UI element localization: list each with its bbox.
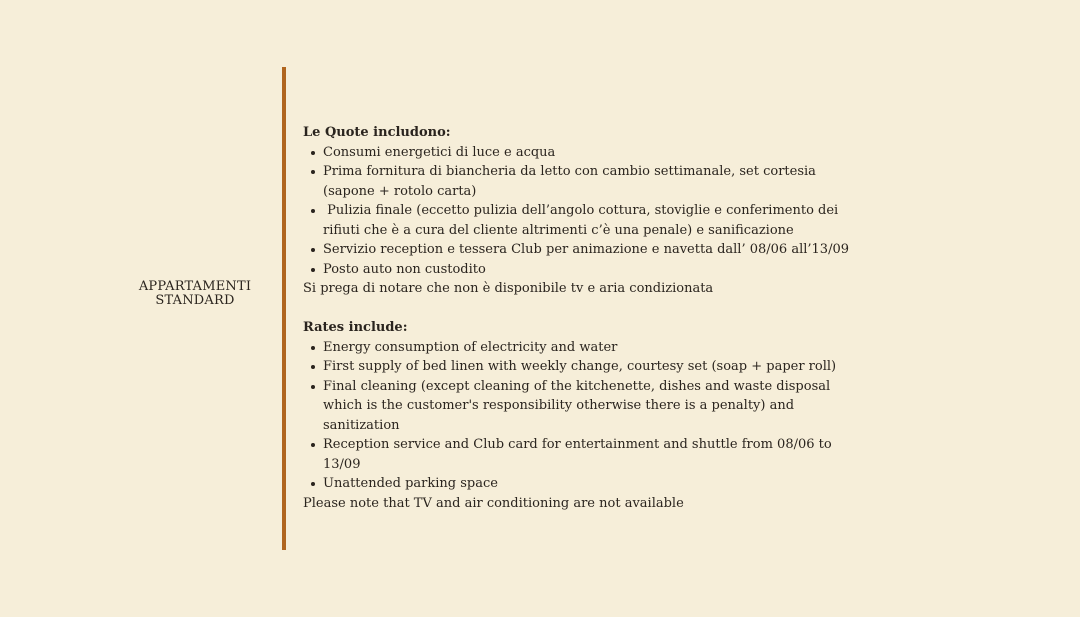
english-list [303,338,863,494]
list-item: Consumi energetici di luce e acqua [323,143,863,163]
italian-heading: Le Quote includono: [303,125,451,140]
vertical-divider [282,67,286,550]
list-item: Prima fornitura di biancheria da letto con cambio settimanale, set cortesia (sapone + rotolo carta) [323,162,863,201]
italian-section [303,123,863,299]
room-type-line-2: STANDARD [155,293,235,308]
list-item: Posto auto non custodito [323,260,863,280]
list-item: Pulizia finale (eccetto pulizia dell’angolo cottura, stoviglie e conferimento dei rifiuti che è a cura del cliente altrimenti c’è una penale) e sanificazione [323,201,863,240]
list-item: Reception service and Club card for entertainment and shuttle from 08/06 to 13/09 [323,435,863,474]
rates-content [303,123,863,513]
list-item: Final cleaning (except cleaning of the kitchenette, dishes and waste disposal which is the customer's responsibility otherwise there is a penalty) and sanitization [323,377,863,436]
english-note: Please note that TV and air conditioning are not available [303,495,684,511]
list-item: Servizio reception e tessera Club per animazione e navetta dall’ 08/06 all’13/09 [323,240,863,260]
list-item: Unattended parking space [323,474,863,494]
section-spacer [303,299,863,319]
italian-note: Si prega di notare che non è disponibile tv e aria condizionata [303,281,714,296]
room-type-line-1: APPARTAMENTI [138,279,252,294]
room-type-title [110,280,280,308]
list-item: Energy consumption of electricity and water [323,338,863,358]
list-item: First supply of bed linen with weekly change, courtesy set (soap + paper roll) [323,357,863,377]
english-heading: Rates include: [303,320,408,335]
italian-list [303,143,863,280]
english-section [303,318,863,513]
